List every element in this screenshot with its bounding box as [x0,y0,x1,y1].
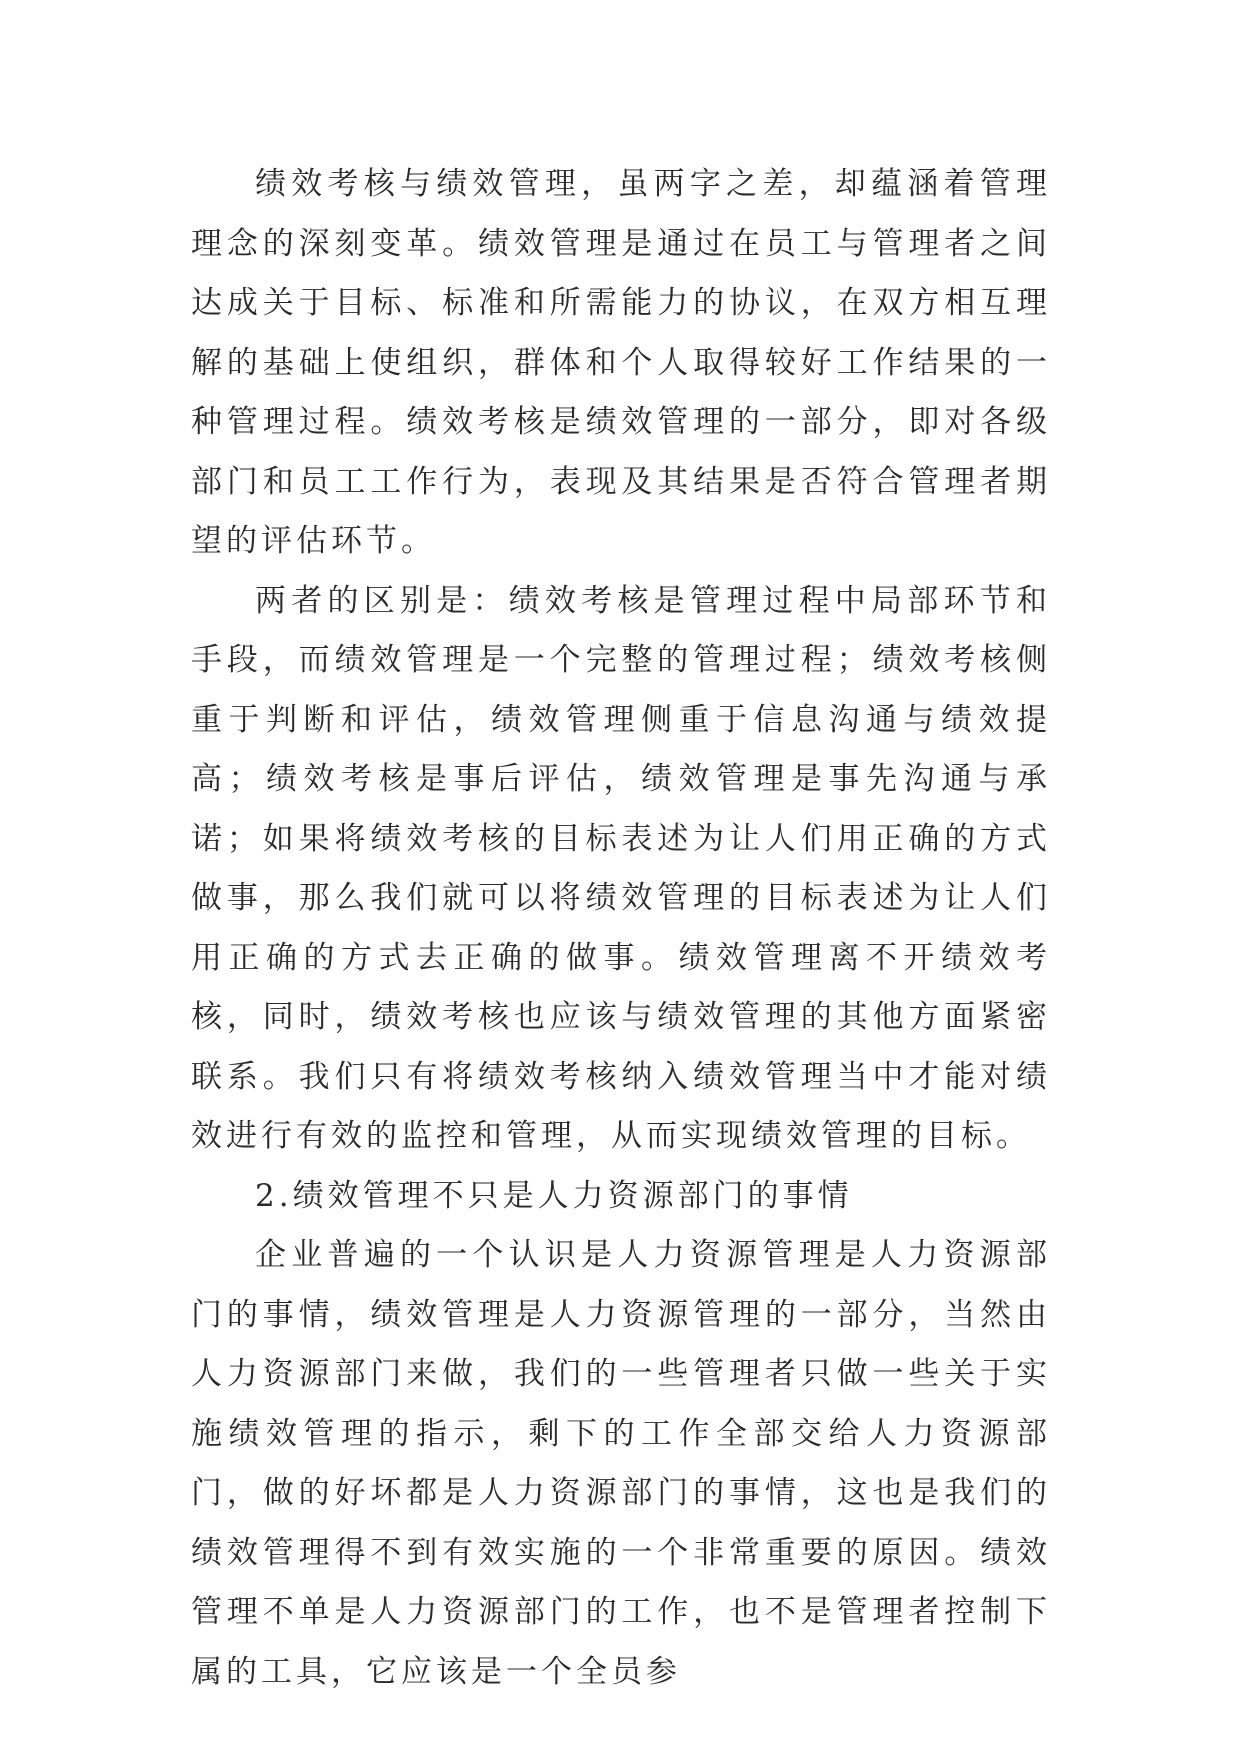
section-heading: 2.绩效管理不只是人力资源部门的事情 [255,1177,853,1214]
paragraph-performance-appraisal-vs-management: 绩效考核与绩效管理，虽两字之差，却蕴涵着管理理念的深刻变革。绩效管理是通过在员工与管理者之间达成关于目标、标准和所需能力的协议，在双方相互理解的基础上使组织，群体和个人取得较好工作结果的一种管理过程。绩效考核是绩效管理的一部分，即对各级部门和员工工作行为，表现及其结果是否符合管理者期望的评估环节。 [191,166,1051,559]
paragraph-hr-department: 企业普遍的一个认识是人力资源管理是人力资源部门的事情，绩效管理是人力资源管理的一部分，当然由人力资源部门来做，我们的一些管理者只做一些关于实施绩效管理的指示，剩下的工作全部交给人力资源部门，做的好坏都是人力资源部门的事情，这也是我们的绩效管理得不到有效实施的一个非常重要的原因。绩效管理不单是人力资源部门的工作，也不是管理者控制下属的工具，它应该是一个全员参 [191,1237,1051,1690]
paragraph-differences: 两者的区别是：绩效考核是管理过程中局部环节和手段，而绩效管理是一个完整的管理过程；绩效考核侧重于判断和评估，绩效管理侧重于信息沟通与绩效提高；绩效考核是事后评估，绩效管理是事先沟通与承诺；如果将绩效考核的目标表述为让人们用正确的方式做事，那么我们就可以将绩效管理的目标表述为让人们用正确的方式去正确的做事。绩效管理离不开绩效考核，同时，绩效考核也应该与绩效管理的其他方面紧密联系。我们只有将绩效考核纳入绩效管理当中才能对绩效进行有效的监控和管理，从而实现绩效管理的目标。 [191,582,1051,1154]
document-body [191,155,1051,1702]
